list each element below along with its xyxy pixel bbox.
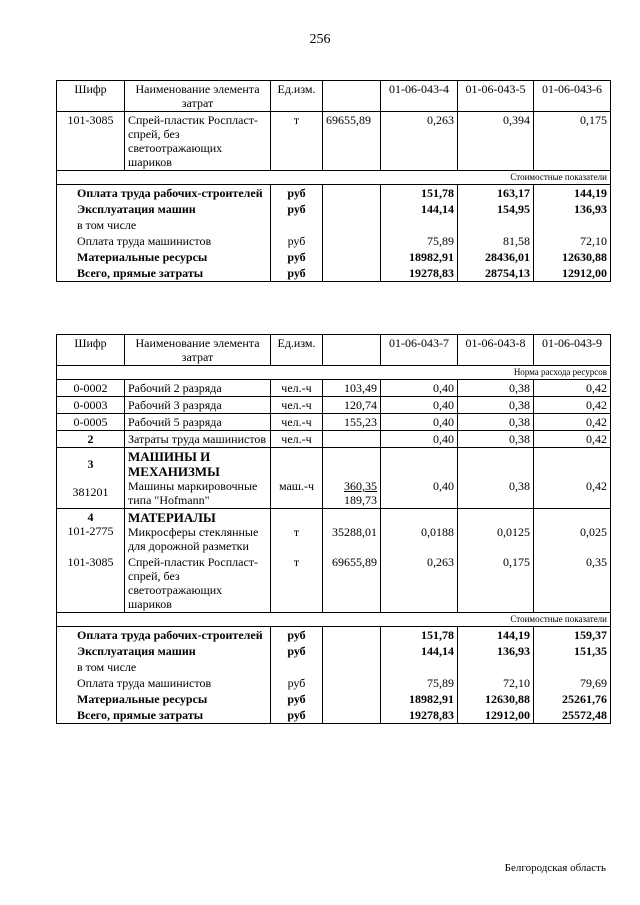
- row-v3: 0,35: [534, 554, 611, 613]
- row-v1: 0,40: [381, 431, 458, 448]
- material-v3: 0,025: [534, 509, 611, 555]
- cost-v1: 144,14: [381, 201, 458, 217]
- table-header-row: [57, 81, 611, 112]
- row-name: Рабочий 2 разряда: [125, 380, 271, 397]
- section-label-row: [57, 613, 611, 627]
- material-item-price: 35288,01: [323, 509, 381, 555]
- row-v2: 0,38: [458, 397, 534, 414]
- row-v3: 0,42: [534, 414, 611, 431]
- table-row: [57, 397, 611, 414]
- cost-v2: 28754,13: [458, 265, 534, 282]
- cost-name: в том числе: [57, 659, 271, 675]
- header-col1: 01-06-043-7: [381, 335, 458, 366]
- row-v3: 0,42: [534, 431, 611, 448]
- row-unit: т: [271, 112, 323, 171]
- machine-v3: 0,42: [534, 448, 611, 509]
- cost-v1: 151,78: [381, 627, 458, 644]
- machine-v2: 0,38: [458, 448, 534, 509]
- cost-row: [57, 217, 611, 233]
- row-name: Спрей-пластик Роспласт-спрей, без светоотражающих шариков: [125, 554, 271, 613]
- section-label-row: [57, 171, 611, 185]
- cost-v3: 72,10: [534, 233, 611, 249]
- row-price: 155,23: [323, 414, 381, 431]
- header-col3: 01-06-043-6: [534, 81, 611, 112]
- cost-name: Материальные ресурсы: [57, 249, 271, 265]
- row-unit: чел.-ч: [271, 380, 323, 397]
- row-price: 120,74: [323, 397, 381, 414]
- cost-unit: руб: [271, 643, 323, 659]
- materials-title: МАТЕРИАЛЫ: [128, 510, 216, 525]
- header-name: Наименование элемента затрат: [125, 335, 271, 366]
- row-price: [323, 431, 381, 448]
- machine-item-code: 381201: [72, 485, 109, 499]
- cost-v1: 75,89: [381, 233, 458, 249]
- cost-v1: 19278,83: [381, 265, 458, 282]
- cost-name: в том числе: [57, 217, 271, 233]
- material-v1: 0,0188: [381, 509, 458, 555]
- cost-name: Эксплуатация машин: [57, 643, 271, 659]
- header-code: Шифр: [57, 81, 125, 112]
- row-code: 0-0003: [57, 397, 125, 414]
- machines-section-row: [57, 448, 611, 509]
- row-v1: 0,263: [381, 554, 458, 613]
- cost-unit: руб: [271, 249, 323, 265]
- cost-v2: 12630,88: [458, 691, 534, 707]
- cost-unit: руб: [271, 201, 323, 217]
- row-v2: 0,175: [458, 554, 534, 613]
- row-unit: чел.-ч: [271, 397, 323, 414]
- material-v2: 0,0125: [458, 509, 534, 555]
- section-label: Стоимостные показатели: [57, 613, 611, 627]
- row-price: 103,49: [323, 380, 381, 397]
- header-code: Шифр: [57, 335, 125, 366]
- header-col1: 01-06-043-4: [381, 81, 458, 112]
- cost-v1: 75,89: [381, 675, 458, 691]
- cost-row: [57, 265, 611, 282]
- cost-name: Оплата труда машинистов: [57, 675, 271, 691]
- materials-code: [57, 509, 125, 555]
- cost-row: [57, 233, 611, 249]
- cost-v2: 12912,00: [458, 707, 534, 724]
- row-v2: 0,38: [458, 431, 534, 448]
- cost-name: Всего, прямые затраты: [57, 265, 271, 282]
- cost-unit: руб: [271, 707, 323, 724]
- machines-code-value: 3: [87, 457, 94, 471]
- cost-row: [57, 627, 611, 644]
- material-item-code: 101-2775: [67, 524, 114, 538]
- header-price: [323, 335, 381, 366]
- cost-v3: 151,35: [534, 643, 611, 659]
- table-row: [57, 431, 611, 448]
- row-name: Спрей-пластик Роспласт-спрей, без светоотражающих шариков: [125, 112, 271, 171]
- cost-v1: 19278,83: [381, 707, 458, 724]
- row-name: Затраты труда машинистов: [125, 431, 271, 448]
- cost-v1: 18982,91: [381, 249, 458, 265]
- header-unit: Ед.изм.: [271, 335, 323, 366]
- row-v1: 0,263: [381, 112, 458, 171]
- row-v2: 0,38: [458, 414, 534, 431]
- cost-name: Всего, прямые затраты: [57, 707, 271, 724]
- header-col2: 01-06-043-5: [458, 81, 534, 112]
- cost-unit: руб: [271, 691, 323, 707]
- machines-title: МАШИНЫ И МЕХАНИЗМЫ: [128, 449, 220, 479]
- row-code: 101-3085: [57, 112, 125, 171]
- row-v2: 0,394: [458, 112, 534, 171]
- cost-row: [57, 201, 611, 217]
- cost-row: [57, 185, 611, 202]
- machine-item-unit: маш.-ч: [271, 448, 323, 509]
- norm-label: Норма расхода ресурсов: [57, 366, 611, 380]
- cost-v1: 144,14: [381, 643, 458, 659]
- cost-v2: 72,10: [458, 675, 534, 691]
- material-item-unit: т: [271, 509, 323, 555]
- cost-unit: руб: [271, 265, 323, 282]
- table-row: [57, 414, 611, 431]
- header-price: [323, 81, 381, 112]
- cost-v2: 81,58: [458, 233, 534, 249]
- row-name: Рабочий 5 разряда: [125, 414, 271, 431]
- cost-unit: руб: [271, 675, 323, 691]
- cost-unit: руб: [271, 185, 323, 202]
- cost-name: Оплата труда рабочих-строителей: [57, 185, 271, 202]
- table-row: [57, 380, 611, 397]
- cost-name: Оплата труда рабочих-строителей: [57, 627, 271, 644]
- cost-name: Оплата труда машинистов: [57, 233, 271, 249]
- resource-table-1: [56, 80, 611, 282]
- cost-row: [57, 249, 611, 265]
- cost-v2: 154,95: [458, 201, 534, 217]
- section-label: Стоимостные показатели: [57, 171, 611, 185]
- cost-v2: 28436,01: [458, 249, 534, 265]
- row-v3: 0,42: [534, 380, 611, 397]
- cost-name: Эксплуатация машин: [57, 201, 271, 217]
- row-v1: 0,40: [381, 397, 458, 414]
- header-col2: 01-06-043-8: [458, 335, 534, 366]
- machine-price-top: 360,35: [344, 479, 377, 493]
- cost-v3: 79,69: [534, 675, 611, 691]
- row-code: 101-3085: [57, 554, 125, 613]
- cost-v3: 12630,88: [534, 249, 611, 265]
- row-code: 2: [57, 431, 125, 448]
- cost-row: [57, 675, 611, 691]
- row-price: 69655,89: [323, 554, 381, 613]
- cost-unit: руб: [271, 233, 323, 249]
- header-col3: 01-06-043-9: [534, 335, 611, 366]
- cost-v2: 163,17: [458, 185, 534, 202]
- machines-code: [57, 448, 125, 509]
- table-header-row: [57, 335, 611, 366]
- table-row: [57, 554, 611, 613]
- footer-region: Белгородская область: [504, 862, 606, 874]
- cost-v3: 136,93: [534, 201, 611, 217]
- cost-v2: 144,19: [458, 627, 534, 644]
- row-v3: 0,42: [534, 397, 611, 414]
- cost-v2: 136,93: [458, 643, 534, 659]
- cost-v3: 144,19: [534, 185, 611, 202]
- row-code: 0-0002: [57, 380, 125, 397]
- cost-v1: 151,78: [381, 185, 458, 202]
- cost-row: [57, 707, 611, 724]
- cost-row: [57, 659, 611, 675]
- cost-v3: 159,37: [534, 627, 611, 644]
- cost-row: [57, 643, 611, 659]
- material-item-name: Микросферы стеклянные для дорожной разметки: [128, 525, 259, 553]
- header-unit: Ед.изм.: [271, 81, 323, 112]
- norm-label-row: [57, 366, 611, 380]
- row-name: Рабочий 3 разряда: [125, 397, 271, 414]
- cost-row: [57, 691, 611, 707]
- row-v1: 0,40: [381, 380, 458, 397]
- cost-unit: руб: [271, 627, 323, 644]
- row-unit: чел.-ч: [271, 414, 323, 431]
- row-v3: 0,175: [534, 112, 611, 171]
- materials-code-value: 4: [87, 510, 94, 524]
- resource-table-2: [56, 334, 611, 724]
- machine-price-bottom: 189,73: [344, 493, 377, 507]
- machine-item-name: Машины маркировочные типа "Hofmann": [128, 479, 258, 507]
- page-number: 256: [309, 32, 331, 47]
- row-unit: чел.-ч: [271, 431, 323, 448]
- row-v1: 0,40: [381, 414, 458, 431]
- row-v2: 0,38: [458, 380, 534, 397]
- cost-v3: 25261,76: [534, 691, 611, 707]
- cost-name: Материальные ресурсы: [57, 691, 271, 707]
- cost-v1: 18982,91: [381, 691, 458, 707]
- machine-v1: 0,40: [381, 448, 458, 509]
- header-name: Наименование элемента затрат: [125, 81, 271, 112]
- table-row: [57, 112, 611, 171]
- row-unit: т: [271, 554, 323, 613]
- cost-v3: 12912,00: [534, 265, 611, 282]
- row-code: 0-0005: [57, 414, 125, 431]
- cost-v3: 25572,48: [534, 707, 611, 724]
- materials-section-row: [57, 509, 611, 555]
- row-price: 69655,89: [323, 112, 381, 171]
